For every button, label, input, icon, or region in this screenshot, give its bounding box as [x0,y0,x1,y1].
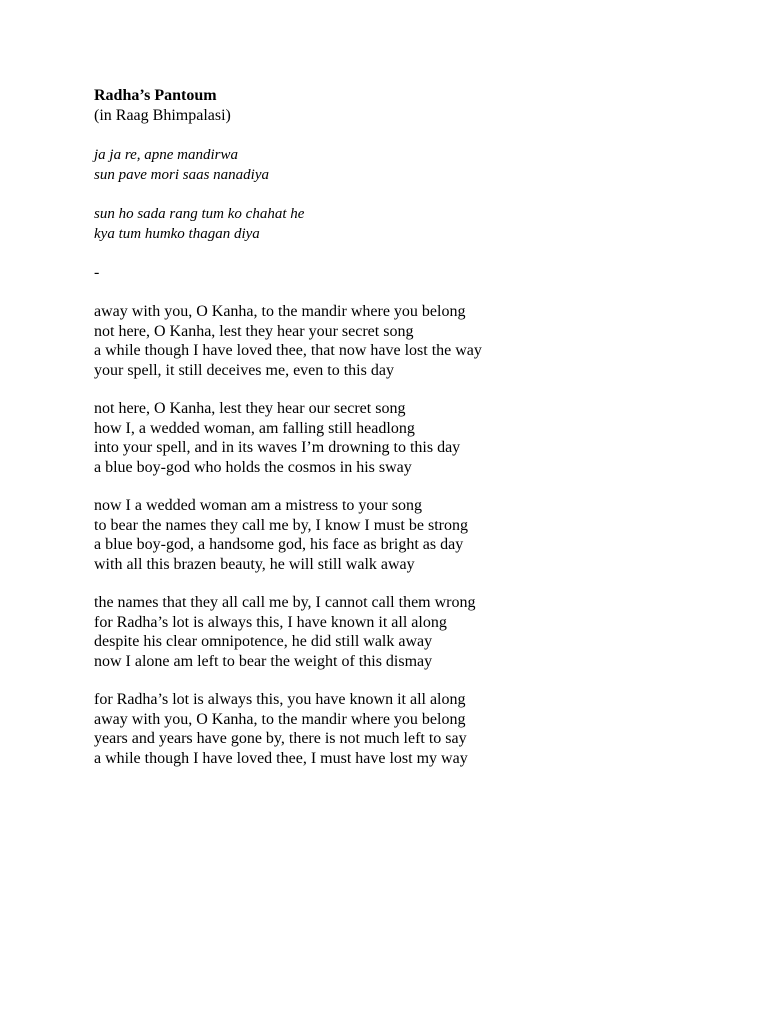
poem-line: despite his clear omnipotence, he did still walk away [94,633,433,650]
poem-line: the names that they all call me by, I cannot call them wrong [94,594,476,611]
stanza [94,593,734,671]
poem-line: away with you, O Kanha, to the mandir where you belong [94,710,466,728]
lyric-stanza [94,204,734,244]
stanza [94,302,734,380]
poem-line: how I, a wedded woman, am falling still headlong [94,419,415,437]
poem-line: with all this brazen beauty, he will still walk away [94,555,415,573]
poem-subtitle: (in Raag Bhimpalasi) [94,107,231,124]
poem-line: a blue boy-god, a handsome god, his face as bright as day [94,536,464,553]
poem-line: not here, O Kanha, lest they hear your secret song [94,322,414,340]
poem-line: for Radha’s lot is always this, you have known it all along [94,691,466,708]
poem-line: away with you, O Kanha, to the mandir where you belong [94,303,466,320]
poem-line: a blue boy-god who holds the cosmos in his sway [94,458,412,476]
lyric-line: ja ja re, apne mandirwa [94,147,239,163]
poem-line: to bear the names they call me by, I know I must be strong [94,516,468,534]
poem-title: Radha’s Pantoum [94,87,217,104]
lyric-line: sun pave mori saas nanadiya [94,167,269,183]
poem-line: your spell, it still deceives me, even to this day [94,361,394,379]
poem-line: now I a wedded woman am a mistress to your song [94,497,422,514]
raag-lyrics [94,145,734,244]
stanza [94,690,734,768]
poem-line: not here, O Kanha, lest they hear our secret song [94,400,406,417]
document-page [94,86,734,768]
poem-line: years and years have gone by, there is not much left to say [94,730,467,747]
poem-line: a while though I have loved thee, I must have lost my way [94,749,468,767]
lyric-line: kya tum humko thagan diya [94,226,260,242]
poem-body [94,302,734,768]
lyric-line: sun ho sada rang tum ko chahat he [94,206,305,222]
poem-line: now I alone am left to bear the weight of this dismay [94,652,433,670]
section-separator: - [94,264,100,281]
poem-line: a while though I have loved thee, that now have lost the way [94,342,482,359]
lyric-stanza [94,145,734,185]
stanza [94,399,734,477]
poem-line: for Radha’s lot is always this, I have known it all along [94,613,447,631]
stanza [94,496,734,574]
poem-line: into your spell, and in its waves I’m drowning to this day [94,439,461,456]
